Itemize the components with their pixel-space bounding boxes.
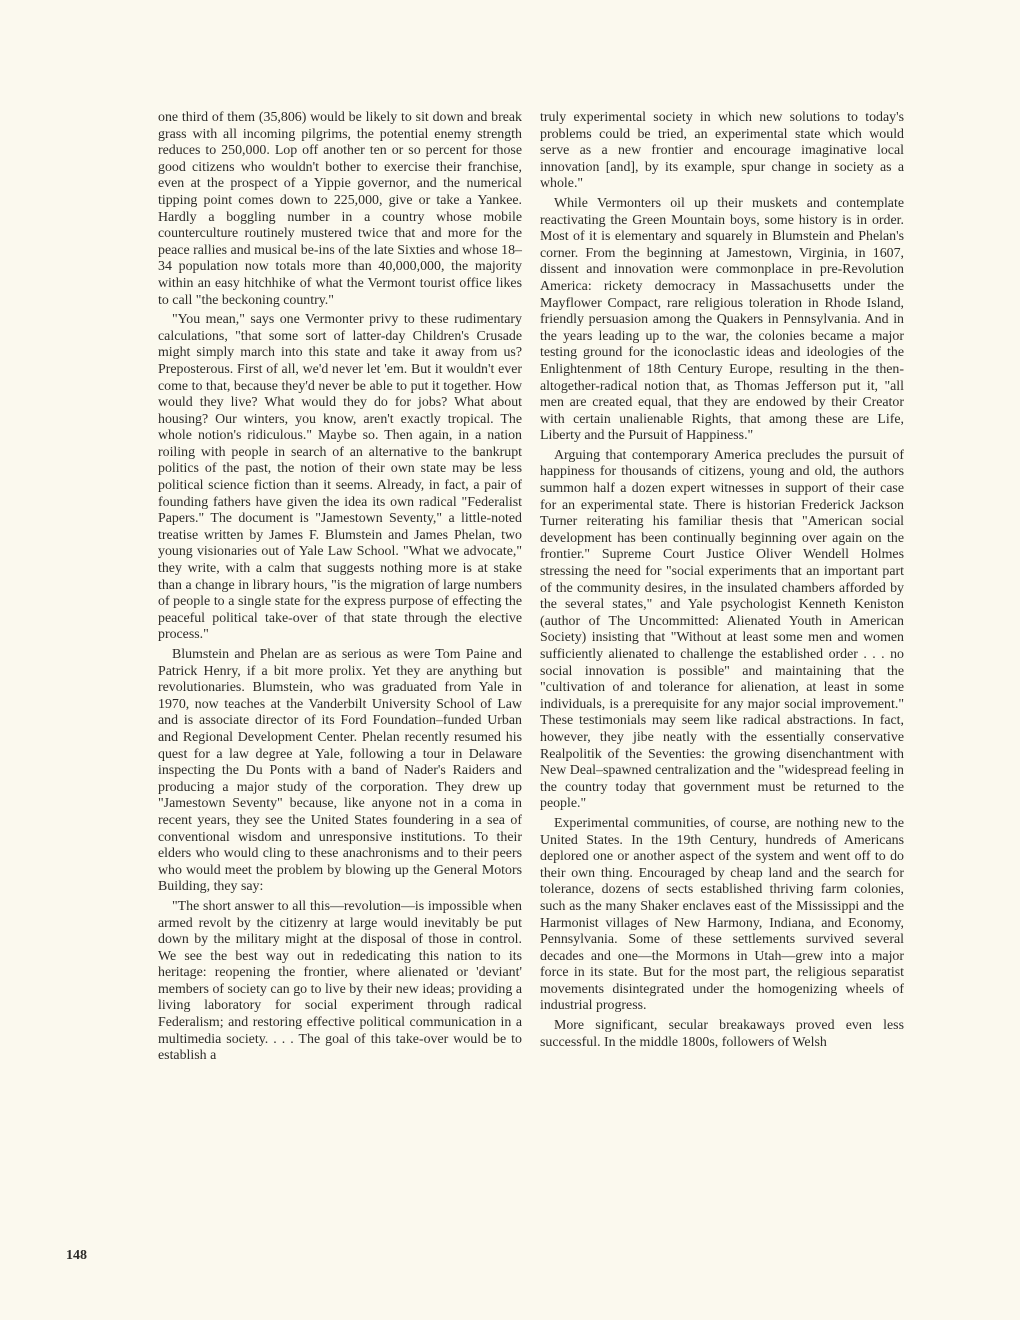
paragraph: truly experimental society in which new solutions to today's problems could be tried, an experimental state which would serve as a new frontier and encourage imaginative local innovation [and], by its example, spur change in society as a whole." xyxy=(540,110,904,192)
paragraph: More significant, secular breakaways proved even less successful. In the middle 1800s, followers of Welsh xyxy=(540,1018,904,1050)
right-text-column xyxy=(540,110,904,1051)
paragraph: one third of them (35,806) would be likely to sit down and break grass with all incoming pilgrims, the potential enemy strength reduces to 250,000. Lop off another ten or so percent for those good citizens who wouldn't bother to exercise their franchise, even at the prospect of a Yippie governor, and the numerical tipping point comes down to 225,000, give or take a Yankee. Hardly a boggling number in a country whose mobile counterculture routinely mustered twice that and more for the peace rallies and musical be-ins of the late Sixties and whose 18–34 population now totals more than 40,000,000, the majority within an easy hitchhike of what the Vermont tourist office likes to call "the beckoning country." xyxy=(158,110,522,308)
paragraph: While Vermonters oil up their muskets and contemplate reactivating the Green Mountain boys, some history is in order. Most of it is elementary and squarely in Blumstein and Phelan's corner. From the beginning at Jamestown, Virginia, in 1607, dissent and innovation were commonplace in pre-Revolution America: rickety democracy in Massachusetts under the Mayflower Compact, rare religious toleration in Rhode Island, friendly persuasion among the Quakers in Pennsylvania. And in the years leading up to the war, the colonies became a major testing ground for the iconoclastic ideas and ideologies of the Enlightenment of 18th Century Europe, resulting in the then-altogether-radical notion that, as Thomas Jefferson put it, "all men are created equal, that they are endowed by their Creator with certain unalienable Rights, that among these are Life, Liberty and the Pursuit of Happiness." xyxy=(540,195,904,444)
paragraph: "You mean," says one Vermonter privy to these rudimentary calculations, "that some sort of latter-day Children's Crusade might simply march into this state and take it away from us? Preposterous. First of all, we'd never let 'em. But it wouldn't ever come to that, because they'd never be able to put it together. How would they live? What would they do for jobs? What about housing? Our winters, you know, aren't exactly tropical. The whole notion's ridiculous." Maybe so. Then again, in a nation roiling with people in search of an alternative to the bankrupt politics of the past, the notion of their own state may be less political science fiction than it seems. Already, in fact, a pair of founding fathers have given the idea its own radical "Federalist Papers." The document is "Jamestown Seventy," a little-noted treatise written by James F. Blumstein and James Phelan, two young visionaries out of Yale Law School. "What we advocate," they write, with a calm that suggests nothing more is at stake than a change in library hours, "is the migration of large numbers of people to a single state for the express purpose of effecting the peaceful political take-over of that state through the elective process." xyxy=(158,312,522,643)
page-number: 148 xyxy=(66,1248,87,1263)
paragraph: Arguing that contemporary America precludes the pursuit of happiness for thousands of citizens, young and old, the authors summon half a dozen expert witnesses in support of their case for an experimental state. There is historian Frederick Jackson Turner reiterating his familiar thesis that "American social development has been continually beginning over again on the frontier." Supreme Court Justice Oliver Wendell Holmes stressing the need for "social experiments that an important part of the community desires, in the insulated chambers afforded by the several states," and Yale psychologist Kenneth Keniston (author of The Uncommitted: Alienated Youth in American Society) insisting that "Without at least some men and women sufficiently alienated to challenge the established order . . . no social innovation is possible" and maintaining that the "cultivation of and tolerance for alienation, at least in some individuals, is a prerequisite for any major social improvement." These testimonials may seem like radical abstractions. In fact, however, they jibe neatly with the essentially conservative Realpolitik of the Seventies: the growing disenchantment with New Deal–spawned centralization and the "widespread feeling in the country today that government must be returned to the people." xyxy=(540,447,904,812)
paragraph: "The short answer to all this—revolution—is impossible when armed revolt by the citizenry at large would inevitably be put down by the military might at the disposal of those in control. We see the best way out in rededicating this nation to its heritage: reopening the frontier, where alienated or 'deviant' members of society can go to live by their new ideas; providing a living laboratory for social experiment through radical Federalism; and restoring effective political communication in a multimedia society. . . . The goal of this take-over would be to establish a xyxy=(158,898,522,1064)
paragraph: Experimental communities, of course, are nothing new to the United States. In the 19th Century, hundreds of Americans deplored one or another aspect of the system and went off to do their own thing. Encouraged by cheap land and the search for tolerance, dozens of sects established thriving farm colonies, such as the many Shaker enclaves east of the Mississippi and the Harmonist villages of New Harmony, Indiana, and Economy, Pennsylvania. Some of these settlements survived several decades and one—the Mormons in Utah—grew into a major force in its state. But for the most part, the religious separatist movements disintegrated under the homogenizing wheels of industrial progress. xyxy=(540,815,904,1014)
paragraph: Blumstein and Phelan are as serious as were Tom Paine and Patrick Henry, if a bit more prolix. Yet they are anything but revolutionaries. Blumstein, who was graduated from Yale in 1970, now teaches at the Vanderbilt University School of Law and is associate director of its Ford Foundation–funded Urban and Regional Development Center. Phelan recently resumed his quest for a law degree at Yale, following a tour in Delaware inspecting the Du Ponts with a band of Nader's Raiders and producing a major study of the corporation. They drew up "Jamestown Seventy" because, like anyone not in a coma in recent years, they see the United States foundering in a sea of conventional wisdom and unresponsive institutions. To their elders who would cling to these anachronisms and to their peers who would meet the problem by blowing up the General Motors Building, they say: xyxy=(158,647,522,895)
left-text-column xyxy=(158,110,522,1065)
